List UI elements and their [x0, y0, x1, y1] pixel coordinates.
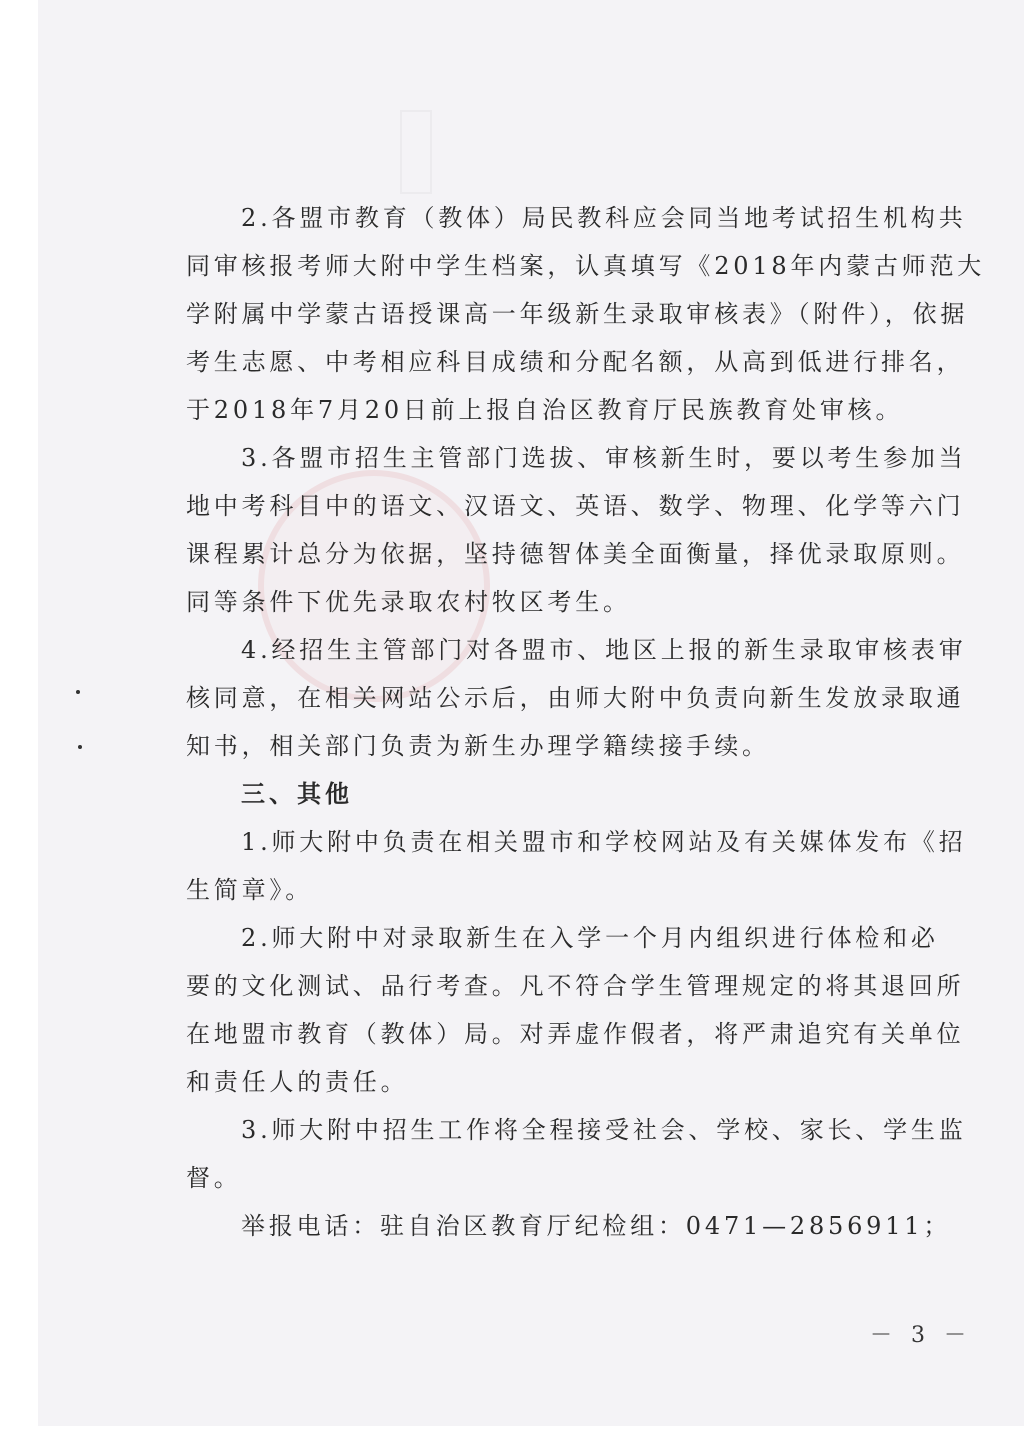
scan-speck: [78, 745, 82, 749]
paragraph-2-line-5: 于2018年7月20日前上报自治区教育厅民族教育处审核。: [186, 396, 904, 424]
document-body: [186, 194, 986, 1250]
paragraph-4-line-1: 4.经招生主管部门对各盟市、地区上报的新生录取审核表审: [241, 636, 967, 664]
paragraph-3-line-3: 课程累计总分为依据，坚持德智体美全面衡量，择优录取原则。: [186, 540, 965, 568]
other-item-1-line-1: 1.师大附中负责在相关盟市和学校网站及有关媒体发布《招: [241, 828, 967, 856]
scan-speck: [76, 690, 80, 694]
other-item-2-line-4: 和责任人的责任。: [186, 1068, 409, 1096]
paragraph-3-line-2: 地中考科目中的语文、汉语文、英语、数学、物理、化学等六门: [186, 492, 965, 520]
other-item-3-line-2: 督。: [186, 1164, 242, 1192]
paragraph-4-line-3: 知书，相关部门负责为新生办理学籍续接手续。: [186, 732, 770, 760]
scan-margin: [0, 0, 38, 1448]
paragraph-3-line-1: 3.各盟市招生主管部门选拔、审核新生时，要以考生参加当: [241, 444, 967, 472]
other-item-2-line-3: 在地盟市教育（教体）局。对弄虚作假者，将严肃追究有关单位: [186, 1020, 965, 1048]
report-phone-line: 举报电话：驻自治区教育厅纪检组：0471—2856911；: [241, 1212, 952, 1240]
paragraph-2-line-1: 2.各盟市教育（教体）局民教科应会同当地考试招生机构共: [241, 204, 967, 232]
section-heading-other: 三、其他: [241, 780, 353, 808]
other-item-3-line-1: 3.师大附中招生工作将全程接受社会、学校、家长、学生监: [241, 1116, 967, 1144]
page-number: － 3 －: [870, 1323, 972, 1348]
other-item-1-line-2: 生简章》。: [186, 876, 313, 904]
paragraph-2-line-2: 同审核报考师大附中学生档案，认真填写《2018年内蒙古师范大: [186, 252, 986, 280]
bleed-through-mark: [400, 110, 432, 194]
paragraph-3-line-4: 同等条件下优先录取农村牧区考生。: [186, 588, 631, 616]
paragraph-4-line-2: 核同意，在相关网站公示后，由师大附中负责向新生发放录取通: [186, 684, 965, 712]
other-item-2-line-1: 2.师大附中对录取新生在入学一个月内组织进行体检和必: [241, 924, 939, 952]
paragraph-2-line-3: 学附属中学蒙古语授课高一年级新生录取审核表》（附件），依据: [186, 300, 969, 328]
other-item-2-line-2: 要的文化测试、品行考查。凡不符合学生管理规定的将其退回所: [186, 972, 965, 1000]
scan-bottom-margin: [0, 1426, 1024, 1448]
paragraph-2-line-4: 考生志愿、中考相应科目成绩和分配名额，从高到低进行排名，: [186, 348, 965, 376]
